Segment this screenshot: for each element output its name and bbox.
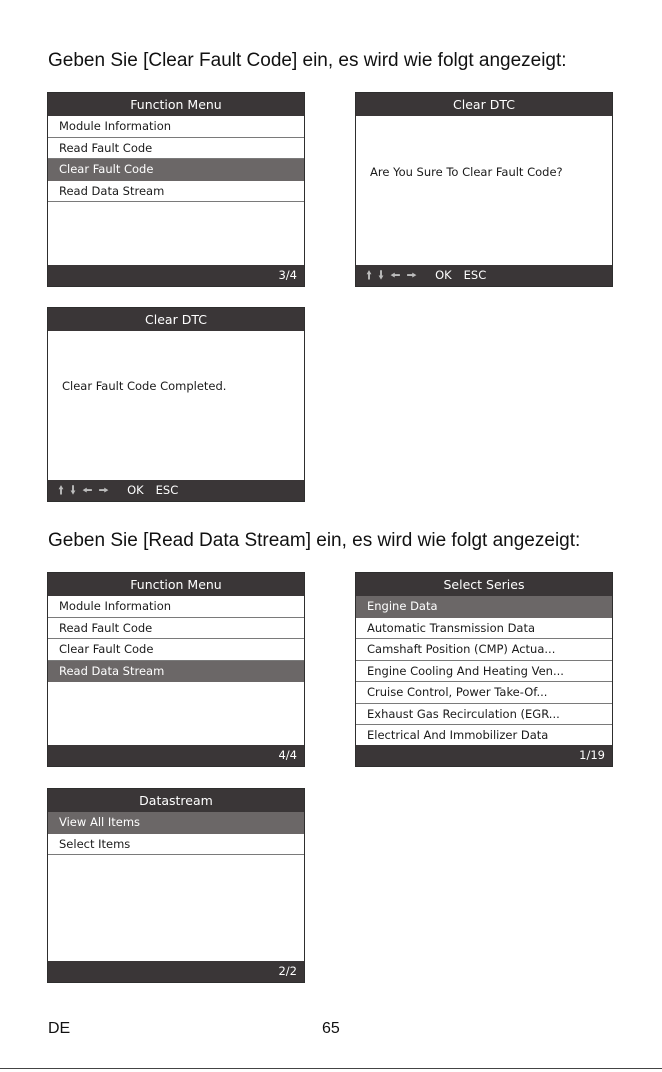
- series-item-cruise-control[interactable]: Cruise Control, Power Take-Of...: [356, 682, 612, 704]
- arrow-left-icon[interactable]: 🠘: [390, 268, 401, 282]
- footer-divider: [0, 1068, 662, 1069]
- ok-button[interactable]: OK: [127, 483, 144, 497]
- arrow-up-icon[interactable]: 🠙: [58, 483, 65, 497]
- menu-item-read-data-stream[interactable]: Read Data Stream: [48, 661, 304, 683]
- page-indicator: 4/4: [278, 748, 297, 762]
- screen-function-menu-stream: [47, 572, 305, 767]
- series-item-automatic-transmission[interactable]: Automatic Transmission Data: [356, 618, 612, 640]
- screen-footer: [48, 265, 304, 286]
- arrow-down-icon[interactable]: 🠛: [70, 483, 77, 497]
- ok-button[interactable]: OK: [435, 268, 452, 282]
- screen-select-series: [355, 572, 613, 767]
- arrow-right-icon[interactable]: 🠚: [98, 483, 110, 497]
- screen-title: Function Menu: [48, 573, 304, 596]
- esc-button[interactable]: ESC: [155, 483, 179, 497]
- datastream-item-view-all[interactable]: View All Items: [48, 812, 304, 834]
- screen-footer: [48, 961, 304, 982]
- screen-footer: [356, 745, 612, 766]
- screen-datastream: [47, 788, 305, 983]
- datastream-item-select-items[interactable]: Select Items: [48, 834, 304, 856]
- screen-function-menu-clear: [47, 92, 305, 287]
- esc-button[interactable]: ESC: [463, 268, 487, 282]
- menu-item-clear-fault-code[interactable]: Clear Fault Code: [48, 159, 304, 181]
- screen-title: Function Menu: [48, 93, 304, 116]
- page-indicator: 1/19: [579, 748, 605, 762]
- footer-page-number: 65: [322, 1020, 340, 1037]
- menu-item-read-fault-code[interactable]: Read Fault Code: [48, 618, 304, 640]
- page-indicator: 3/4: [278, 268, 297, 282]
- confirm-message: Are You Sure To Clear Fault Code?: [370, 165, 563, 179]
- screen-clear-dtc-confirm: [355, 92, 613, 287]
- menu-item-read-fault-code[interactable]: Read Fault Code: [48, 138, 304, 160]
- screen-footer: [356, 265, 612, 286]
- nav-keys: [58, 480, 178, 501]
- series-list: [356, 596, 612, 747]
- series-item-camshaft-position[interactable]: Camshaft Position (CMP) Actua...: [356, 639, 612, 661]
- screen-clear-dtc-completed: [47, 307, 305, 502]
- screen-footer: [48, 480, 304, 501]
- menu-list: [48, 116, 304, 202]
- series-item-engine-data[interactable]: Engine Data: [356, 596, 612, 618]
- footer-language: DE: [48, 1020, 71, 1037]
- datastream-list: [48, 812, 304, 855]
- screen-title: Clear DTC: [48, 308, 304, 331]
- series-item-exhaust-gas[interactable]: Exhaust Gas Recirculation (EGR...: [356, 704, 612, 726]
- menu-item-module-information[interactable]: Module Information: [48, 596, 304, 618]
- series-item-engine-cooling[interactable]: Engine Cooling And Heating Ven...: [356, 661, 612, 683]
- screen-title: Select Series: [356, 573, 612, 596]
- section-heading-read-stream: Geben Sie [Read Data Stream] ein, es wird wie folgt angezeigt:: [48, 530, 581, 551]
- nav-keys: [366, 265, 486, 286]
- page-indicator: 2/2: [278, 964, 297, 978]
- menu-list: [48, 596, 304, 682]
- screen-title: Clear DTC: [356, 93, 612, 116]
- arrow-up-icon[interactable]: 🠙: [366, 268, 373, 282]
- completed-message: Clear Fault Code Completed.: [62, 379, 227, 393]
- menu-item-module-information[interactable]: Module Information: [48, 116, 304, 138]
- arrow-right-icon[interactable]: 🠚: [406, 268, 418, 282]
- section-heading-clear-fault: Geben Sie [Clear Fault Code] ein, es wird wie folgt angezeigt:: [48, 50, 567, 71]
- arrow-left-icon[interactable]: 🠘: [82, 483, 93, 497]
- screen-title: Datastream: [48, 789, 304, 812]
- menu-item-clear-fault-code[interactable]: Clear Fault Code: [48, 639, 304, 661]
- menu-item-read-data-stream[interactable]: Read Data Stream: [48, 181, 304, 203]
- series-item-electrical[interactable]: Electrical And Immobilizer Data: [367, 728, 549, 742]
- screen-footer: [48, 745, 304, 766]
- arrow-down-icon[interactable]: 🠛: [378, 268, 385, 282]
